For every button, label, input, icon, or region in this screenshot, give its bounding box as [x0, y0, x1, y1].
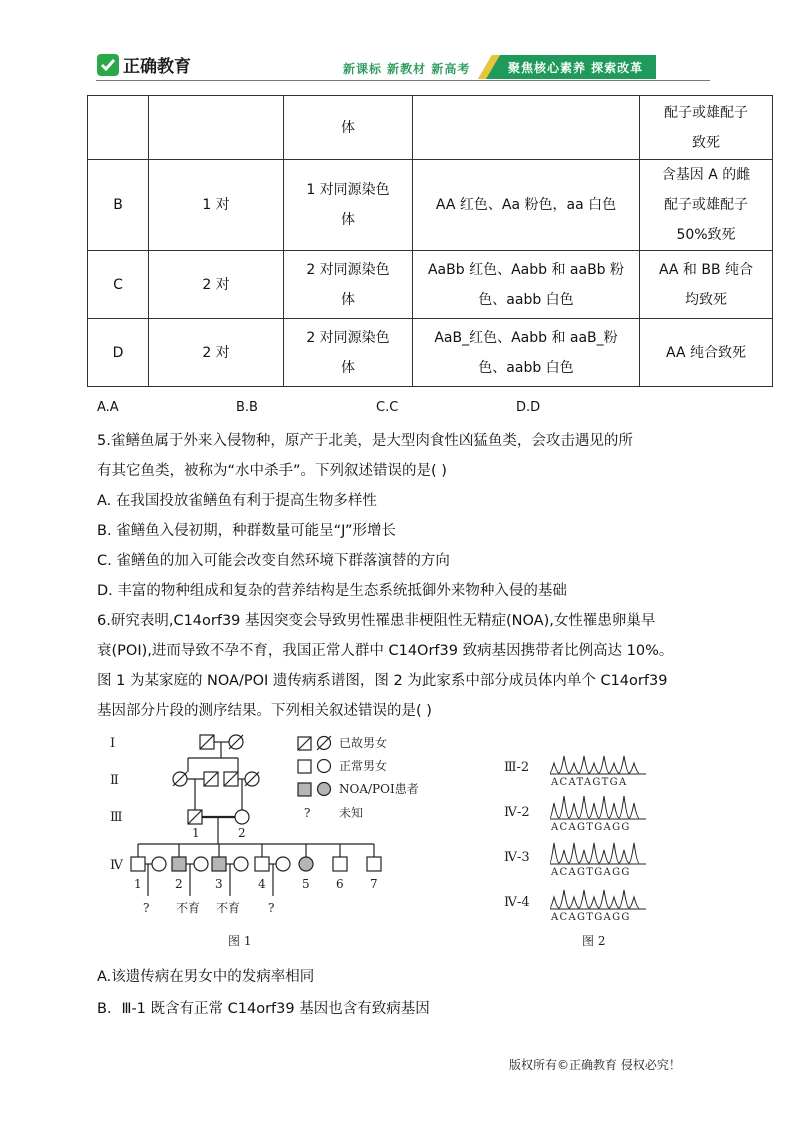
table-cell: 1 对: [149, 160, 284, 251]
q5-option-d: D. 丰富的物种组成和复杂的营养结构是生态系统抵御外来物种入侵的基础: [97, 583, 567, 599]
q5-stem-line1: 5.雀鳝鱼属于外来入侵物种，原产于北美，是大型肉食性凶猛鱼类，会攻击遇见的所: [97, 433, 633, 449]
sequence-text: ACATAGTGA: [551, 777, 628, 788]
table-row: [88, 96, 773, 160]
table-cell: C: [88, 251, 149, 319]
table-cell: 体: [284, 96, 413, 160]
table-cell: 含基因 A 的雌 配子或雄配子 50%致死: [640, 160, 773, 251]
iii-num-1: 1: [192, 826, 200, 840]
figure-2-sequencing: [504, 728, 674, 958]
gen-label-1: Ⅰ: [110, 736, 116, 751]
banner-text: 聚焦核心素养 探索改革: [508, 61, 644, 75]
gen-label-2: Ⅱ: [110, 773, 119, 788]
sequence-label: Ⅳ-2: [504, 805, 530, 820]
sequence-label: Ⅲ-2: [504, 760, 530, 775]
legend-q-mark: ?: [304, 806, 311, 820]
sequence-text: ACAGTGAGG: [551, 912, 631, 923]
table-row: [88, 160, 773, 251]
figure2-caption: 图 2: [582, 934, 606, 948]
chromatogram-trace: [550, 843, 639, 863]
iv-num-2: 2: [175, 877, 183, 891]
q5-stem-line2: 有其它鱼类，被称为“水中杀手”。下列叙述错误的是( ): [97, 463, 447, 479]
chromatogram-trace: [550, 890, 639, 908]
copyright-footer: 版权所有©正确教育 侵权必究！: [509, 1058, 681, 1072]
gen-label-4: Ⅳ: [110, 858, 123, 873]
table-row: [88, 319, 773, 387]
legend-deceased: 已故男女: [339, 736, 388, 750]
table-cell: AaBb 红色、Aabb 和 aaBb 粉 色、aabb 白色: [413, 251, 640, 319]
table-cell: B: [88, 160, 149, 251]
table-cell: 1 对同源染色 体: [284, 160, 413, 251]
q4-option-d: D.D: [516, 400, 541, 415]
legend-unknown: 未知: [339, 806, 364, 820]
iv-num-1: 1: [134, 877, 142, 891]
iv-note-4: ?: [268, 901, 275, 915]
iv-num-7: 7: [370, 877, 378, 891]
table-cell: 2 对: [149, 251, 284, 319]
q4-option-c: C.C: [376, 400, 399, 415]
iv-num-4: 4: [258, 877, 266, 891]
sequence-label: Ⅳ-3: [504, 850, 530, 865]
iv-note-2: 不育: [176, 901, 201, 915]
figure1-caption: 图 1: [228, 934, 252, 948]
table-cell: AaB_红色、Aabb 和 aaB_粉 色、aabb 白色: [413, 319, 640, 387]
sequence-text: ACAGTGAGG: [551, 822, 631, 833]
q6-line4: 基因部分片段的测序结果。下列相关叙述错误的是( ): [97, 703, 432, 719]
table-cell: 2 对: [149, 319, 284, 387]
table-cell: AA 红色、Aa 粉色，aa 白色: [413, 160, 640, 251]
q6-line3: 图 1 为某家庭的 NOA/POI 遗传病系谱图，图 2 为此家系中部分成员体内单个 C14orf39: [97, 673, 668, 689]
chromatogram-trace: [550, 756, 639, 773]
table-cell: [149, 96, 284, 160]
iv-note-1: ?: [143, 901, 150, 915]
iv-num-5: 5: [302, 877, 310, 891]
iv-note-3: 不育: [216, 901, 241, 915]
gene-table: [87, 95, 773, 387]
header-divider: [96, 80, 710, 81]
logo: [97, 52, 191, 77]
legend-normal: 正常男女: [339, 759, 388, 773]
q5-option-b: B. 雀鳝鱼入侵初期，种群数量可能呈“J”形增长: [97, 523, 397, 539]
figure-1-pedigree: [100, 728, 460, 958]
q6-option-a: A.该遗传病在男女中的发病率相同: [97, 969, 315, 985]
legend-patient: NOA/POI患者: [339, 782, 419, 796]
table-cell: 2 对同源染色 体: [284, 251, 413, 319]
table-cell: [88, 96, 149, 160]
logo-text: 正确教育: [123, 57, 191, 77]
table-row: [88, 251, 773, 319]
sequence-label: Ⅳ-4: [504, 895, 530, 910]
table-cell: AA 和 BB 纯合 均致死: [640, 251, 773, 319]
table-cell: 配子或雄配子 致死: [640, 96, 773, 160]
check-icon: [97, 54, 119, 76]
q5-option-a: A. 在我国投放雀鳝鱼有利于提高生物多样性: [97, 493, 377, 509]
q4-option-b: B.B: [236, 400, 258, 415]
iv-num-6: 6: [336, 877, 344, 891]
table-cell: 2 对同源染色 体: [284, 319, 413, 387]
q4-option-a: A.A: [97, 400, 119, 415]
q6-line1: 6.研究表明,C14orf39 基因突变会导致男性罹患非梗阻性无精症(NOA),女性罹患卵巢早: [97, 613, 656, 629]
q6-line2: 衰(POI),进而导致不孕不育，我国正常人群中 C14Orf39 致病基因携带者比例高达 10%。: [97, 643, 674, 659]
iii-num-2: 2: [238, 826, 246, 840]
chromatogram-trace: [550, 796, 639, 818]
table-cell: AA 纯合致死: [640, 319, 773, 387]
iv-num-3: 3: [215, 877, 223, 891]
q5-option-c: C. 雀鳝鱼的加入可能会改变自然环境下群落演替的方向: [97, 553, 450, 569]
table-cell: D: [88, 319, 149, 387]
q6-option-b: B．Ⅲ-1 既含有正常 C14orf39 基因也含有致病基因: [97, 1001, 430, 1017]
table-cell: [413, 96, 640, 160]
sequence-text: ACAGTGAGG: [551, 867, 631, 878]
slogan: 新课标 新教材 新高考: [343, 62, 471, 76]
page-header: [0, 0, 800, 90]
gen-label-3: Ⅲ: [110, 810, 123, 825]
